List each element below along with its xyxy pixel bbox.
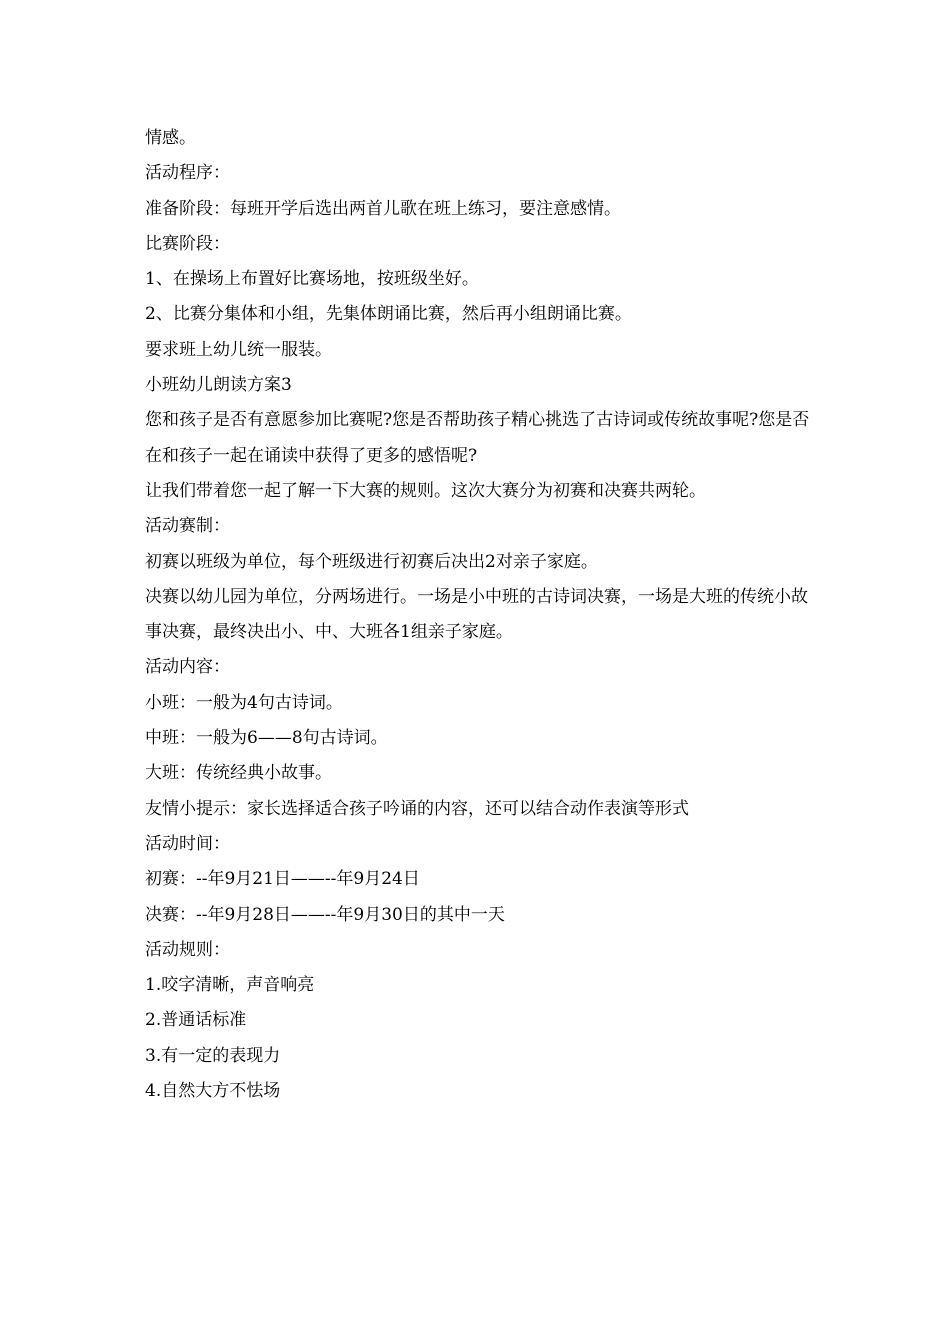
paragraph-friendly-tip: 友情小提示：家长选择适合孩子吟诵的内容，还可以结合动作表演等形式: [145, 798, 689, 819]
list-item-rule-4: 4.自然大方不怯场: [145, 1081, 281, 1102]
paragraph-final-round: 决赛以幼儿园为单位，分两场进行。一场是小中班的古诗词决赛，一场是大班的传统小故事决赛，最终决出小、中、大班各1组亲子家庭。: [145, 586, 808, 643]
paragraph-rules-intro: 让我们带着您一起了解一下大赛的规则。这次大赛分为初赛和决赛共两轮。: [145, 480, 706, 501]
paragraph-emotion-end: 情感。: [145, 128, 196, 148]
list-item-rule-2: 2.普通话标准: [145, 1010, 247, 1031]
paragraph-uniform-requirement: 要求班上幼儿统一服装。: [145, 339, 332, 360]
paragraph-invitation: 您和孩子是否有意愿参加比赛呢?您是否帮助孩子精心挑选了古诗词或传统故事呢?您是否在和孩子一起在诵读中获得了更多的感悟呢?: [145, 410, 810, 466]
heading-competition-format: 活动赛制：: [145, 516, 230, 537]
heading-competition-stage: 比赛阶段：: [145, 233, 230, 254]
section-title-plan-3: 小班幼儿朗读方案3: [145, 375, 292, 396]
paragraph-preparation-stage: 准备阶段：每班开学后选出两首儿歌在班上练习，要注意感情。: [145, 198, 621, 219]
list-item-group-recital: 2、比赛分集体和小组，先集体朗诵比赛，然后再小组朗诵比赛。: [145, 304, 632, 325]
paragraph-preliminary-dates: 初赛：--年9月21日——--年9月24日: [145, 869, 420, 890]
list-item-rule-1: 1.咬字清晰，声音响亮: [145, 975, 315, 996]
list-item-rule-3: 3.有一定的表现力: [145, 1045, 281, 1066]
paragraph-big-class: 大班：传统经典小故事。: [145, 763, 332, 784]
heading-activity-time: 活动时间：: [145, 833, 230, 854]
paragraph-middle-class: 中班：一般为6——8句古诗词。: [145, 728, 388, 749]
paragraph-small-class: 小班：一般为4句古诗词。: [145, 692, 343, 713]
document-body: [145, 121, 815, 1109]
list-item-venue-setup: 1、在操场上布置好比赛场地，按班级坐好。: [145, 269, 479, 290]
heading-activity-content: 活动内容：: [145, 657, 230, 678]
heading-activity-rules: 活动规则：: [145, 939, 230, 960]
paragraph-preliminary-round: 初赛以班级为单位，每个班级进行初赛后决出2对亲子家庭。: [145, 551, 598, 572]
heading-activity-procedure: 活动程序：: [145, 163, 230, 184]
paragraph-final-dates: 决赛：--年9月28日——--年9月30日的其中一天: [145, 904, 505, 925]
